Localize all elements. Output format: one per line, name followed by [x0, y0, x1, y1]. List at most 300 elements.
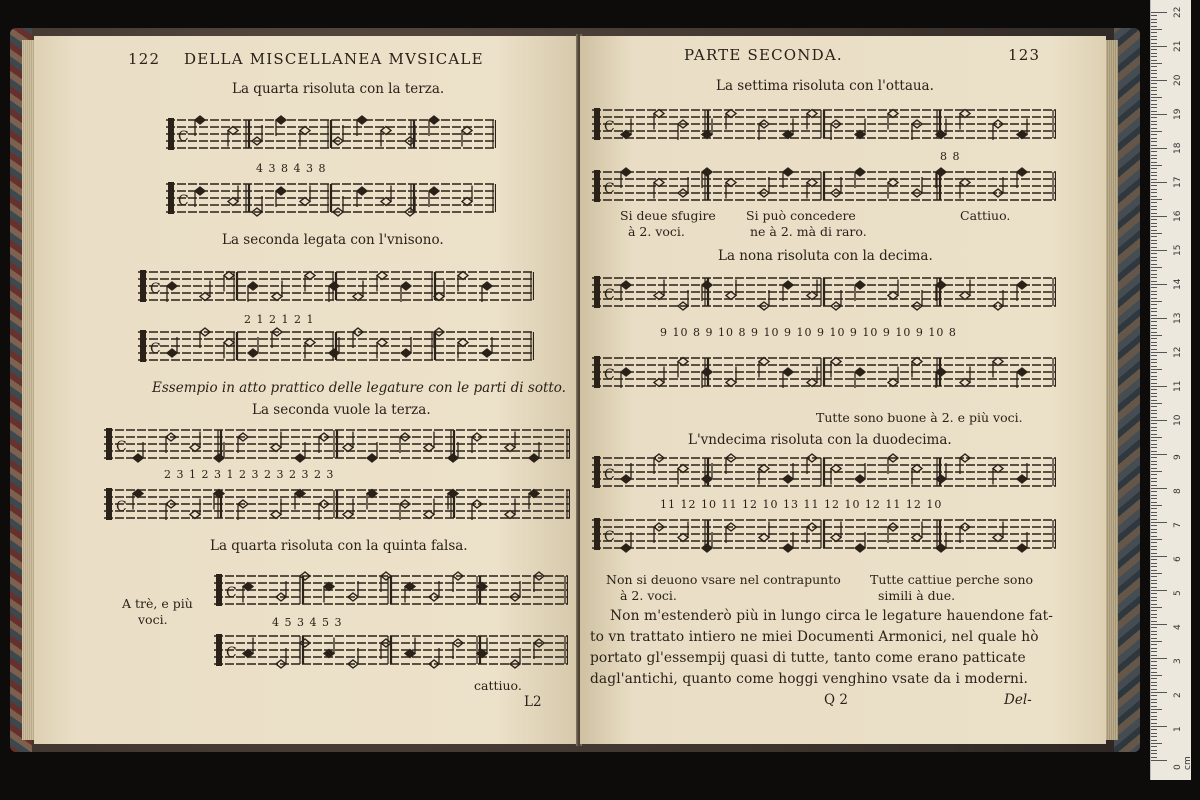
ruler-tick — [1151, 434, 1157, 435]
ruler-tick — [1151, 73, 1157, 74]
ruler-tick — [1151, 182, 1167, 183]
ruler-tick — [1151, 138, 1157, 139]
ruler-number: 19 — [1173, 108, 1183, 120]
ruler-tick — [1151, 563, 1157, 564]
note-c: Cattiuo. — [960, 208, 1011, 223]
ruler-tick — [1151, 743, 1162, 744]
ruler-tick — [1151, 542, 1157, 543]
ruler-tick — [1151, 294, 1157, 295]
ruler-tick — [1151, 349, 1157, 350]
ruler-tick — [1151, 553, 1157, 554]
ruler-tick — [1151, 230, 1157, 231]
music-staff — [166, 176, 496, 224]
ruler-tick — [1151, 692, 1167, 693]
ruler-number: 18 — [1173, 142, 1183, 154]
ruler-tick — [1151, 213, 1157, 214]
ruler-tick — [1151, 757, 1157, 758]
ruler-tick — [1151, 175, 1157, 176]
ruler-tick — [1151, 400, 1157, 401]
ruler-tick — [1151, 644, 1157, 645]
ruler-tick — [1151, 736, 1157, 737]
svg-text:C: C — [116, 499, 127, 515]
ruler-tick — [1151, 672, 1157, 673]
ruler-tick — [1151, 250, 1167, 251]
ruler-tick — [1151, 172, 1157, 173]
ruler-tick — [1151, 335, 1162, 336]
ruler-tick — [1151, 515, 1157, 516]
ruler-tick — [1151, 607, 1162, 608]
ruler-tick — [1151, 90, 1157, 91]
ruler-tick — [1151, 661, 1157, 662]
ruler-tick — [1151, 733, 1157, 734]
left-section1-title: La quarta risoluta con la terza. — [232, 81, 445, 97]
ruler-tick — [1151, 573, 1162, 574]
ruler-tick — [1151, 104, 1157, 105]
ruler-tick — [1151, 60, 1157, 61]
ruler-tick — [1151, 240, 1157, 241]
ruler-tick — [1151, 457, 1157, 458]
ruler-tick — [1151, 678, 1157, 679]
prose-line: dagl'antichi, quanto come hoggi venghino vsate da i moderni. — [590, 671, 1029, 687]
ruler-tick — [1151, 196, 1157, 197]
figures-line: 4 5 3 4 5 3 — [272, 616, 343, 629]
ruler-tick — [1151, 423, 1157, 424]
ruler-tick — [1151, 699, 1157, 700]
ruler-number: 2 — [1173, 692, 1183, 698]
ruler-tick — [1151, 726, 1167, 727]
ruler-tick — [1151, 260, 1157, 261]
ruler-tick — [1151, 87, 1157, 88]
ruler-tick — [1151, 379, 1157, 380]
ruler-tick — [1151, 308, 1157, 309]
svg-text:C: C — [604, 119, 615, 135]
page-edges-right — [1104, 40, 1118, 740]
ruler-tick — [1151, 141, 1157, 142]
ruler-tick — [1151, 281, 1157, 282]
ruler-tick — [1151, 444, 1157, 445]
ruler-tick — [1151, 342, 1157, 343]
ruler-tick — [1151, 185, 1157, 186]
ruler-tick — [1151, 352, 1167, 353]
left-section2-title: La seconda legata con l'vnisono. — [222, 232, 444, 248]
ruler-tick — [1151, 359, 1157, 360]
ruler-tick — [1151, 114, 1167, 115]
note-e: simili à due. — [878, 588, 956, 603]
ruler-tick — [1151, 685, 1157, 686]
svg-text:C: C — [604, 467, 615, 483]
ruler-tick — [1151, 111, 1157, 112]
ruler-tick — [1151, 566, 1157, 567]
ruler-tick — [1151, 430, 1157, 431]
ruler-tick — [1151, 420, 1167, 421]
ruler-tick — [1151, 597, 1157, 598]
music-staff — [592, 164, 1056, 212]
ruler-tick — [1151, 702, 1157, 703]
ruler-tick — [1151, 539, 1162, 540]
left-section4-title: La quarta risoluta con la quinta falsa. — [210, 538, 468, 554]
ruler-tick — [1151, 498, 1157, 499]
side-note: A trè, e più — [122, 596, 193, 611]
ruler-number: 12 — [1173, 346, 1183, 358]
ruler-tick — [1151, 80, 1167, 81]
example-heading: Essempio in atto prattico delle legature con le parti di sotto. — [152, 380, 566, 396]
section2-note: Tutte sono buone à 2. e più voci. — [816, 410, 1023, 425]
ruler-tick — [1151, 512, 1157, 513]
ruler-tick — [1151, 389, 1157, 390]
svg-text:C: C — [604, 529, 615, 545]
left-signature: L2 — [524, 694, 542, 710]
ruler-tick — [1151, 580, 1157, 581]
ruler-tick — [1151, 155, 1157, 156]
ruler-tick — [1151, 117, 1157, 118]
ruler-tick — [1151, 121, 1157, 122]
ruler-unit-label: 0 cm — [1173, 756, 1193, 770]
prose-line: to vn trattato intiero ne miei Documenti Armonici, nel quale hò — [590, 629, 1039, 645]
svg-text:C: C — [226, 585, 237, 601]
ruler-tick — [1151, 46, 1167, 47]
ruler-tick — [1151, 15, 1157, 16]
svg-text:C: C — [150, 281, 161, 297]
ruler-tick — [1151, 372, 1157, 373]
ruler-tick — [1151, 355, 1157, 356]
right-signature: Q 2 — [824, 692, 848, 708]
ruler-tick — [1151, 100, 1157, 101]
ruler-tick — [1151, 97, 1162, 98]
left-page-number: 122 — [128, 50, 161, 68]
ruler-tick — [1151, 695, 1157, 696]
note-a: Si deue sfugire — [620, 208, 716, 223]
ruler-tick — [1151, 719, 1157, 720]
ruler-tick — [1151, 366, 1157, 367]
ruler-tick — [1151, 556, 1167, 557]
final-word: cattiuo. — [474, 678, 522, 693]
ruler-tick — [1151, 36, 1157, 37]
ruler-number: 9 — [1173, 454, 1183, 460]
ruler-tick — [1151, 590, 1167, 591]
ruler-tick — [1151, 233, 1162, 234]
ruler-tick — [1151, 614, 1157, 615]
ruler-tick — [1151, 610, 1157, 611]
ruler-tick — [1151, 189, 1157, 190]
ruler-tick — [1151, 128, 1157, 129]
music-staff — [138, 324, 534, 372]
ruler-tick — [1151, 665, 1157, 666]
ruler-tick — [1151, 369, 1162, 370]
music-staff — [214, 568, 568, 616]
ruler-tick — [1151, 94, 1157, 95]
ruler-tick — [1151, 311, 1157, 312]
right-page-number: 123 — [1008, 46, 1041, 64]
music-staff — [592, 512, 1056, 560]
ruler-tick — [1151, 495, 1157, 496]
ruler-tick — [1151, 624, 1167, 625]
ruler-tick — [1151, 393, 1157, 394]
ruler-tick — [1151, 576, 1157, 577]
ruler-tick — [1151, 148, 1167, 149]
ruler-tick — [1151, 478, 1157, 479]
ruler-tick — [1151, 746, 1157, 747]
figures-line: 2 1 2 1 2 1 — [244, 313, 315, 326]
note-d: Non si deuono vsare nel contrapunto — [606, 572, 841, 587]
ruler-tick — [1151, 83, 1157, 84]
ruler-tick — [1151, 247, 1157, 248]
ruler-tick — [1151, 502, 1157, 503]
ruler-tick — [1151, 760, 1167, 761]
ruler-tick — [1151, 641, 1162, 642]
svg-text:C: C — [178, 193, 189, 209]
ruler-tick — [1151, 631, 1157, 632]
ruler-number: 20 — [1173, 74, 1183, 86]
ruler-tick — [1151, 549, 1157, 550]
ruler-tick — [1151, 49, 1157, 50]
ruler-tick — [1151, 70, 1157, 71]
ruler-tick — [1151, 257, 1157, 258]
ruler-tick — [1151, 529, 1157, 530]
ruler-tick — [1151, 43, 1157, 44]
ruler-tick — [1151, 621, 1157, 622]
ruler-tick — [1151, 488, 1167, 489]
ruler-tick — [1151, 658, 1167, 659]
ruler-tick — [1151, 298, 1157, 299]
ruler-tick — [1151, 56, 1157, 57]
left-page — [34, 36, 578, 744]
ruler-tick — [1151, 522, 1167, 523]
ruler-tick — [1151, 216, 1167, 217]
music-staff — [592, 270, 1056, 318]
ruler-tick — [1151, 471, 1162, 472]
ruler-tick — [1151, 750, 1157, 751]
ruler-tick — [1151, 39, 1157, 40]
ruler-tick — [1151, 151, 1157, 152]
music-staff — [138, 264, 534, 312]
ruler-tick — [1151, 396, 1157, 397]
ruler-tick — [1151, 325, 1157, 326]
ruler-tick — [1151, 559, 1157, 560]
ruler-tick — [1151, 383, 1157, 384]
ruler-tick — [1151, 362, 1157, 363]
note-e: Tutte cattiue perche sono — [870, 572, 1034, 587]
ruler-tick — [1151, 22, 1157, 23]
ruler-tick — [1151, 706, 1157, 707]
ruler-number: 14 — [1173, 278, 1183, 290]
ruler-tick — [1151, 638, 1157, 639]
measuring-ruler — [1150, 0, 1191, 780]
ruler-tick — [1151, 461, 1157, 462]
ruler-tick — [1151, 345, 1157, 346]
ruler-tick — [1151, 716, 1157, 717]
ruler-number: 17 — [1173, 176, 1183, 188]
ruler-tick — [1151, 274, 1157, 275]
ruler-tick — [1151, 740, 1157, 741]
right-page — [580, 36, 1106, 744]
left-section3-title: La seconda vuole la terza. — [252, 402, 431, 418]
ruler-number: 16 — [1173, 210, 1183, 222]
ruler-tick — [1151, 284, 1167, 285]
right-section3-title: L'vndecima risoluta con la duodecima. — [688, 432, 952, 448]
ruler-number: 11 — [1173, 380, 1183, 392]
ruler-tick — [1151, 206, 1157, 207]
ruler-tick — [1151, 291, 1157, 292]
ruler-tick — [1151, 454, 1167, 455]
ruler-tick — [1151, 158, 1157, 159]
ruler-tick — [1151, 627, 1157, 628]
ruler-tick — [1151, 403, 1162, 404]
ruler-number: 13 — [1173, 312, 1183, 324]
note-d: à 2. voci. — [620, 588, 677, 603]
ruler-tick — [1151, 491, 1157, 492]
ruler-tick — [1151, 315, 1157, 316]
right-section2-title: La nona risoluta con la decima. — [718, 248, 933, 264]
ruler-tick — [1151, 209, 1157, 210]
note-b: ne à 2. mà di raro. — [750, 224, 867, 239]
svg-text:C: C — [150, 341, 161, 357]
ruler-tick — [1151, 536, 1157, 537]
ruler-tick — [1151, 440, 1157, 441]
ruler-tick — [1151, 267, 1162, 268]
ruler-tick — [1151, 604, 1157, 605]
music-staff — [592, 102, 1056, 150]
ruler-tick — [1151, 413, 1157, 414]
svg-text:C: C — [226, 645, 237, 661]
ruler-tick — [1151, 124, 1157, 125]
ruler-number: 3 — [1173, 658, 1183, 664]
ruler-number: 10 — [1173, 414, 1183, 426]
ruler-tick — [1151, 753, 1157, 754]
music-staff — [166, 112, 496, 160]
ruler-tick — [1151, 12, 1167, 13]
ruler-tick — [1151, 236, 1157, 237]
ruler-tick — [1151, 417, 1157, 418]
ruler-tick — [1151, 675, 1162, 676]
ruler-tick — [1151, 338, 1157, 339]
ruler-tick — [1151, 226, 1157, 227]
ruler-tick — [1151, 689, 1157, 690]
ruler-tick — [1151, 634, 1157, 635]
ruler-tick — [1151, 264, 1157, 265]
ruler-tick — [1151, 583, 1157, 584]
ruler-number: 1 — [1173, 726, 1183, 732]
svg-text:C: C — [116, 439, 127, 455]
right-running-title: PARTE SECONDA. — [684, 46, 843, 64]
music-staff — [214, 628, 568, 676]
ruler-tick — [1151, 26, 1157, 27]
ruler-tick — [1151, 199, 1162, 200]
ruler-tick — [1151, 32, 1157, 33]
ruler-tick — [1151, 277, 1157, 278]
ruler-tick — [1151, 464, 1157, 465]
ruler-tick — [1151, 587, 1157, 588]
figures-line: 8 8 — [940, 150, 961, 163]
ruler-tick — [1151, 304, 1157, 305]
ruler-number: 4 — [1173, 624, 1183, 630]
ruler-tick — [1151, 145, 1157, 146]
ruler-tick — [1151, 651, 1157, 652]
ruler-tick — [1151, 712, 1157, 713]
ruler-number: 15 — [1173, 244, 1183, 256]
ruler-tick — [1151, 53, 1157, 54]
ruler-tick — [1151, 318, 1167, 319]
ruler-tick — [1151, 165, 1162, 166]
ruler-tick — [1151, 668, 1157, 669]
ruler-number: 8 — [1173, 488, 1183, 494]
prose-line: portato gl'essempij quasi di tutte, tanto come erano patticate — [590, 650, 1026, 666]
ruler-tick — [1151, 729, 1157, 730]
ruler-tick — [1151, 321, 1157, 322]
ruler-tick — [1151, 723, 1157, 724]
note-b: Si può concedere — [746, 208, 856, 223]
ruler-tick — [1151, 406, 1157, 407]
prose-line: Non m'estenderò più in lungo circa le legature hauendone fat- — [610, 608, 1054, 624]
ruler-tick — [1151, 451, 1157, 452]
ruler-tick — [1151, 270, 1157, 271]
ruler-tick — [1151, 410, 1157, 411]
ruler-tick — [1151, 427, 1157, 428]
ruler-number: 6 — [1173, 556, 1183, 562]
ruler-tick — [1151, 600, 1157, 601]
figures-line: 4 3 8 4 3 8 — [256, 162, 327, 175]
ruler-tick — [1151, 519, 1157, 520]
ruler-tick — [1151, 546, 1157, 547]
ruler-tick — [1151, 468, 1157, 469]
ruler-number: 21 — [1173, 40, 1183, 52]
ruler-tick — [1151, 29, 1162, 30]
figures-line: 9 10 8 9 10 8 9 10 9 10 9 10 9 10 9 10 9 10 8 — [660, 326, 957, 339]
ruler-tick — [1151, 168, 1157, 169]
music-staff — [592, 350, 1056, 398]
ruler-tick — [1151, 162, 1157, 163]
ruler-tick — [1151, 386, 1167, 387]
ruler-tick — [1151, 77, 1157, 78]
ruler-tick — [1151, 19, 1157, 20]
ruler-tick — [1151, 219, 1157, 220]
ruler-tick — [1151, 570, 1157, 571]
right-section1-title: La settima risoluta con l'ottaua. — [716, 78, 934, 94]
ruler-tick — [1151, 447, 1157, 448]
ruler-tick — [1151, 376, 1157, 377]
ruler-tick — [1151, 287, 1157, 288]
music-staff — [104, 482, 570, 530]
ruler-tick — [1151, 131, 1162, 132]
svg-text:C: C — [604, 181, 615, 197]
ruler-tick — [1151, 192, 1157, 193]
ruler-tick — [1151, 474, 1157, 475]
figures-line: 2 3 1 2 3 1 2 3 2 3 2 3 2 3 — [164, 468, 335, 481]
ruler-tick — [1151, 508, 1157, 509]
figures-line: 11 12 10 11 12 10 13 11 12 10 12 11 12 10 — [660, 498, 943, 511]
svg-text:C: C — [604, 287, 615, 303]
ruler-tick — [1151, 593, 1157, 594]
svg-text:C: C — [604, 367, 615, 383]
ruler-tick — [1151, 223, 1157, 224]
ruler-tick — [1151, 107, 1157, 108]
left-running-title: DELLA MISCELLANEA MVSICALE — [184, 50, 484, 68]
note-a: à 2. voci. — [628, 224, 685, 239]
catchword: Del- — [1004, 692, 1032, 708]
ruler-tick — [1151, 243, 1157, 244]
ruler-tick — [1151, 179, 1157, 180]
music-staff — [104, 422, 570, 470]
ruler-number: 22 — [1173, 6, 1183, 18]
ruler-tick — [1151, 525, 1157, 526]
ruler-tick — [1151, 328, 1157, 329]
ruler-tick — [1151, 437, 1162, 438]
ruler-tick — [1151, 648, 1157, 649]
ruler-tick — [1151, 134, 1157, 135]
ruler-tick — [1151, 481, 1157, 482]
ruler-number: 7 — [1173, 522, 1183, 528]
ruler-tick — [1151, 532, 1157, 533]
ruler-tick — [1151, 253, 1157, 254]
